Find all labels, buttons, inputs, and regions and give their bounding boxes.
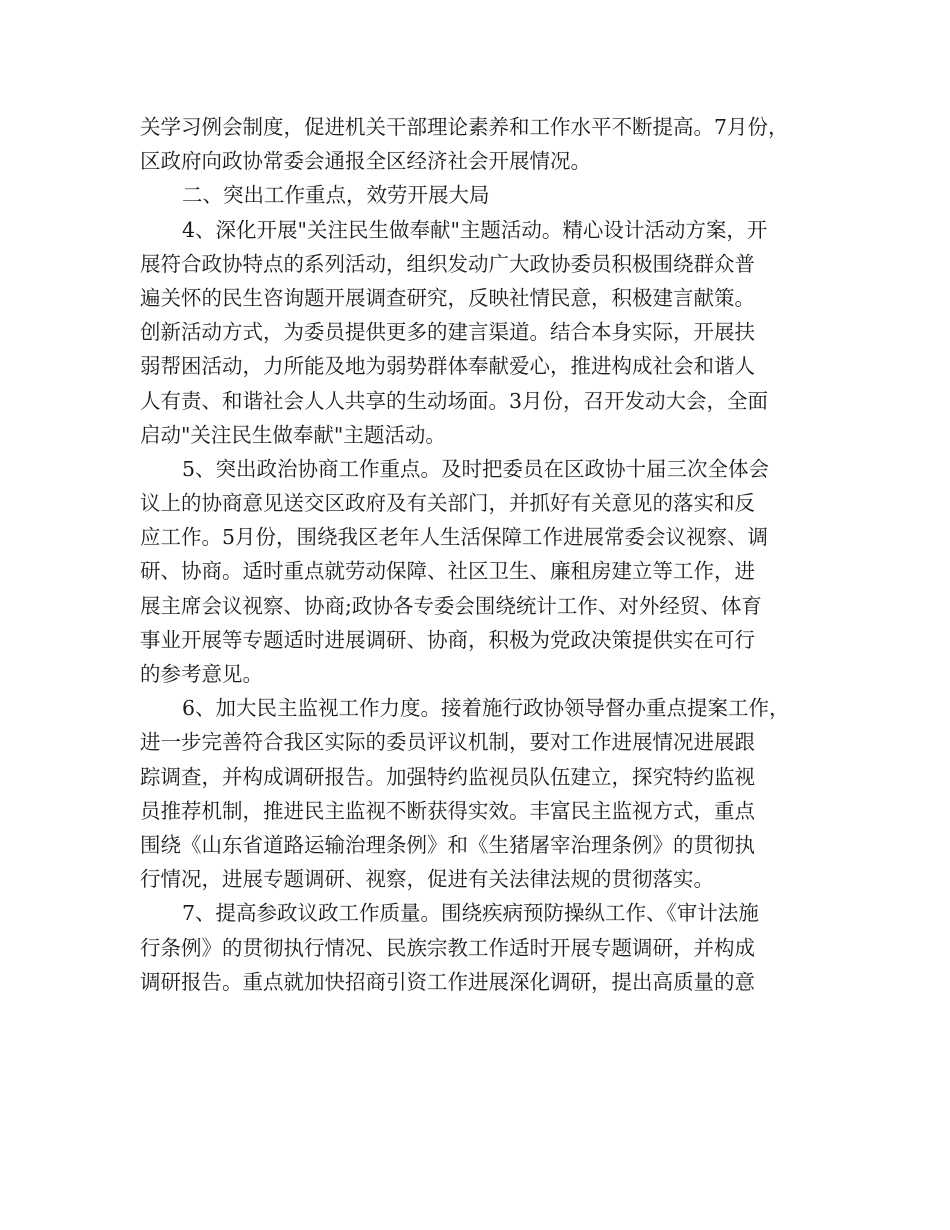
paragraph-line: 研、协商。适时重点就劳动保障、社区卫生、廉租房建立等工作，进 <box>140 559 755 584</box>
paragraph-line: 调研报告。重点就加快招商引资工作进展深化调研，提出高质量的意 <box>140 969 755 994</box>
paragraph-line: 弱帮困活动，力所能及地为弱势群体奉献爱心，推进构成社会和谐人 <box>140 354 755 379</box>
paragraph-line: 应工作。5月份，围绕我区老年人生活保障工作进展常委会议视察、调 <box>140 525 769 550</box>
paragraph-line: 员推荐机制，推进民主监视不断获得实效。丰富民主监视方式，重点 <box>140 798 755 823</box>
paragraph-line: 展主席会议视察、协商;政协各专委会围绕统计工作、对外经贸、体育 <box>140 593 762 618</box>
paragraph-line: 进一步完善符合我区实际的委员评议机制，要对工作进展情况进展跟 <box>140 730 755 755</box>
paragraph-line: 行情况，进展专题调研、视察，促进有关法律法规的贯彻落实。 <box>140 867 714 892</box>
paragraph-line: 区政府向政协常委会通报全区经济社会开展情况。 <box>140 149 591 174</box>
paragraph-first-line: 5、突出政治协商工作重点。及时把委员在区政协十届三次全体会 <box>182 456 770 481</box>
paragraph-line: 议上的协商意见送交区政府及有关部门，并抓好有关意见的落实和反 <box>140 491 755 516</box>
paragraph-line: 展符合政协特点的系列活动，组织发动广大政协委员积极围绕群众普 <box>140 251 755 276</box>
paragraph-line: 创新活动方式，为委员提供更多的建言渠道。结合本身实际，开展扶 <box>140 320 755 345</box>
paragraph-first-line: 6、加大民主监视工作力度。接着施行政协领导督办重点提案工作， <box>182 696 790 721</box>
paragraph-line: 踪调查，并构成调研报告。加强特约监视员队伍建立，探究特约监视 <box>140 764 755 789</box>
paragraph-line: 关学习例会制度，促进机关干部理论素养和工作水平不断提高。7月份， <box>140 115 789 139</box>
paragraph-first-line: 7、提高参政议政工作质量。围绕疾病预防操纵工作、《审计法施 <box>182 901 759 926</box>
paragraph-line: 的参考意见。 <box>140 662 263 686</box>
paragraph-line: 启动"关注民生做奉献"主题活动。 <box>140 422 446 447</box>
paragraph-line: 事业开展等专题适时进展调研、协商，积极为党政决策提供实在可行 <box>140 627 755 652</box>
paragraph-line: 人有责、和谐社会人人共享的生动场面。3月份，召开发动大会，全面 <box>140 388 769 413</box>
paragraph-line: 围绕《山东省道路运输治理条例》和《生猪屠宰治理条例》的贯彻执 <box>140 832 755 857</box>
paragraph-first-line: 4、深化开展"关注民生做奉献"主题活动。精心设计活动方案，开 <box>182 217 768 242</box>
document-body <box>140 110 840 999</box>
paragraph-line: 遍关怀的民生咨询题开展调查研究，反映社情民意，积极建言献策。 <box>140 285 755 310</box>
paragraph-line: 行条例》的贯彻执行情况、民族宗教工作适时开展专题调研，并构成 <box>140 935 755 960</box>
paragraph-first-line: 二、突出工作重点，效劳开展大局 <box>182 183 490 208</box>
